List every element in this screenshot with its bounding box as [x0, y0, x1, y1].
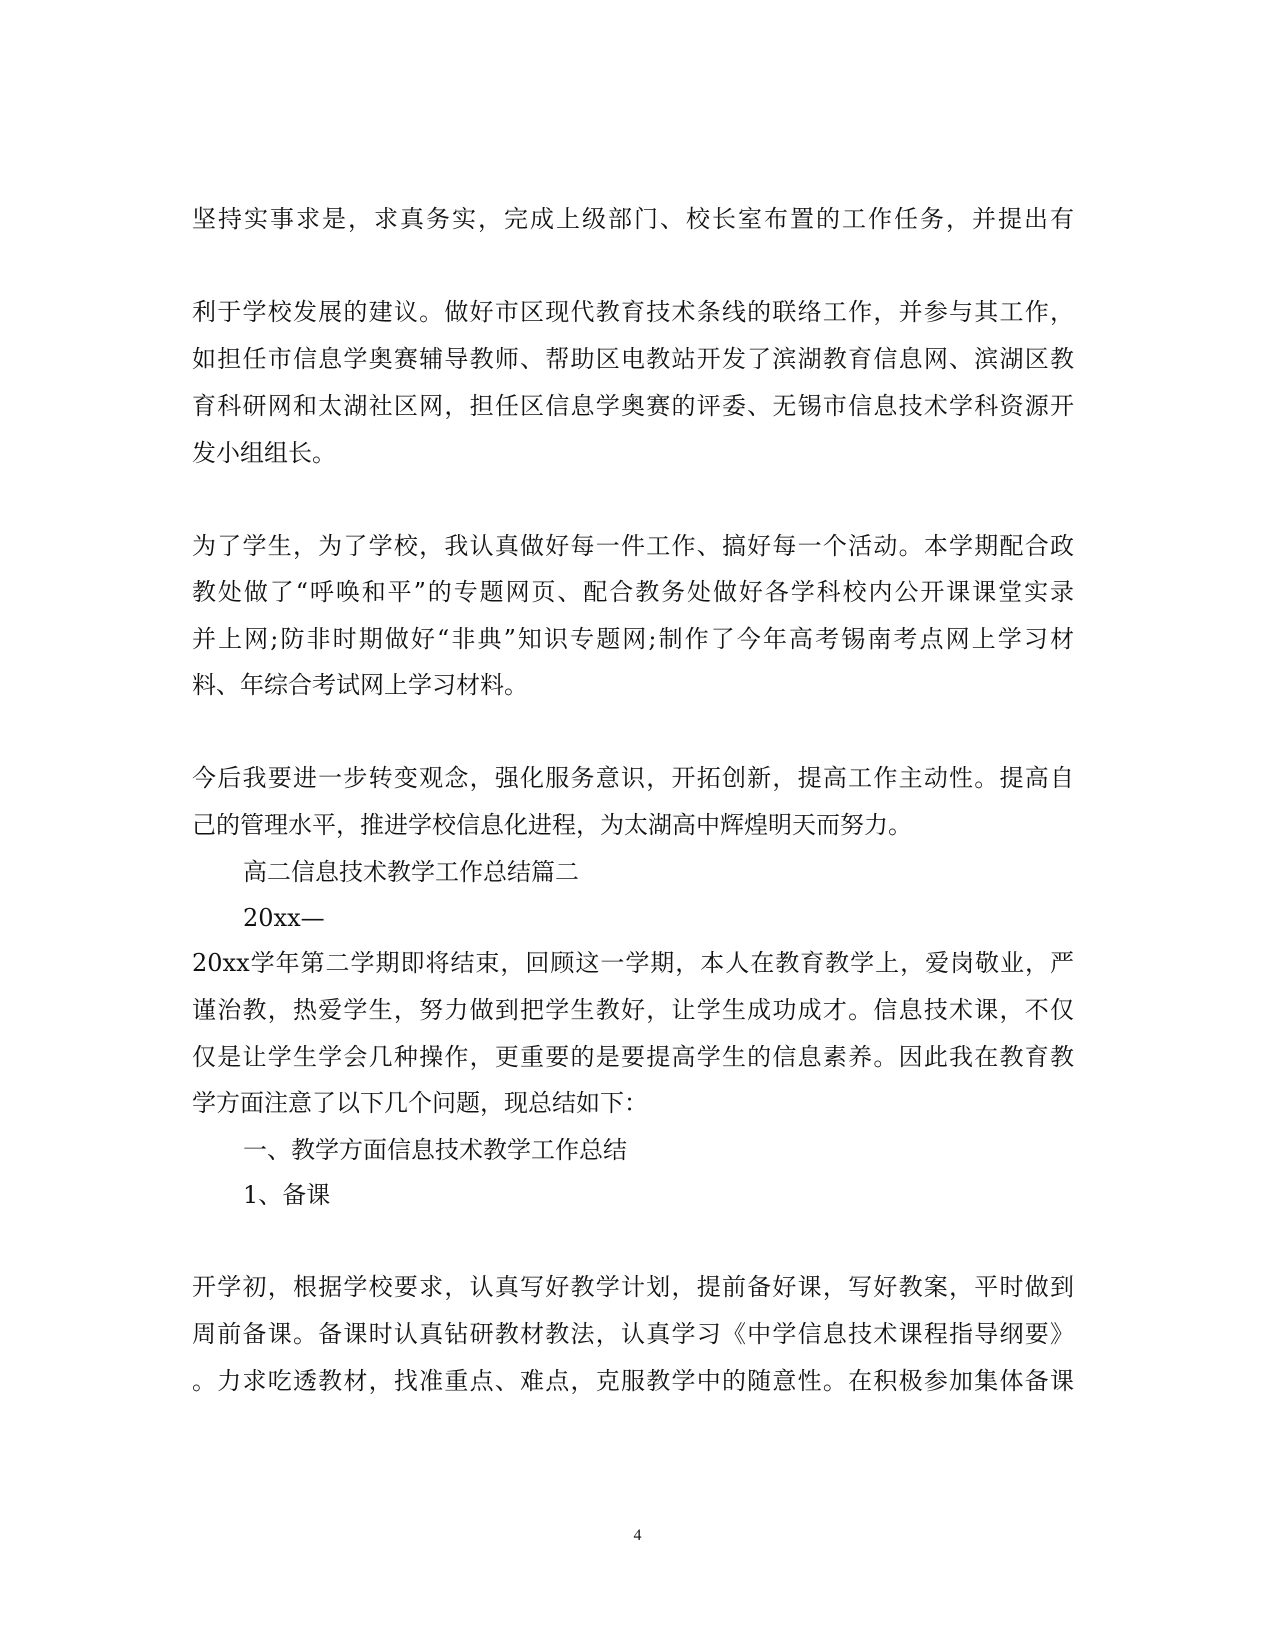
body-text-line: 开学初，根据学校要求，认真写好教学计划，提前备好课，写好教案，平时做到 — [192, 1273, 1074, 1301]
body-text-line: 为了学生，为了学校，我认真做好每一件工作、搞好每一个活动。本学期配合政 — [192, 532, 1074, 560]
body-text-line: 今后我要进一步转变观念，强化服务意识，开拓创新，提高工作主动性。提高自 — [192, 764, 1074, 792]
body-text-line: 周前备课。备课时认真钻研教材教法，认真学习《中学信息技术课程指导纲要》 — [192, 1320, 1074, 1348]
body-text-line: 育科研网和太湖社区网，担任区信息学奥赛的评委、无锡市信息技术学科资源开 — [192, 392, 1074, 420]
body-text-line: 并上网;防非时期做好“非典”知识专题网;制作了今年高考锡南考点网上学习材 — [192, 625, 1074, 653]
body-text-line: 20xx学年第二学期即将结束，回顾这一学期，本人在教育教学上，爱岗敬业，严 — [192, 949, 1074, 977]
body-text-line: 发小组组长。 — [192, 439, 336, 467]
body-text-line: 如担任市信息学奥赛辅导教师、帮助区电教站开发了滨湖教育信息网、滨湖区教 — [192, 345, 1074, 373]
body-text-line: 。力求吃透教材，找准重点、难点，克服教学中的随意性。在积极参加集体备课 — [192, 1367, 1074, 1395]
body-text-line: 己的管理水平，推进学校信息化进程，为太湖高中辉煌明天而努力。 — [192, 811, 912, 839]
page-number: 4 — [633, 1527, 642, 1544]
body-text-line: 坚持实事求是，求真务实，完成上级部门、校长室布置的工作任务，并提出有 — [192, 205, 1074, 233]
body-text-line: 教处做了“呼唤和平”的专题网页、配合教务处做好各学科校内公开课课堂实录 — [192, 578, 1074, 606]
body-text-line: 谨治教，热爱学生，努力做到把学生教好，让学生成功成才。信息技术课，不仅 — [192, 996, 1074, 1024]
subsection-heading: 一、教学方面信息技术教学工作总结 — [243, 1136, 627, 1164]
body-text-line: 利于学校发展的建议。做好市区现代教育技术条线的联络工作，并参与其工作， — [192, 298, 1074, 326]
section-heading: 高二信息技术教学工作总结篇二 — [243, 858, 579, 886]
subsection-heading: 1、备课 — [243, 1181, 331, 1209]
body-text-line: 学方面注意了以下几个问题，现总结如下： — [192, 1089, 648, 1117]
body-text-line: 20xx— — [243, 904, 325, 932]
body-text-line: 仅是让学生学会几种操作，更重要的是要提高学生的信息素养。因此我在教育教 — [192, 1043, 1074, 1071]
body-text-line: 料、年综合考试网上学习材料。 — [192, 671, 528, 699]
